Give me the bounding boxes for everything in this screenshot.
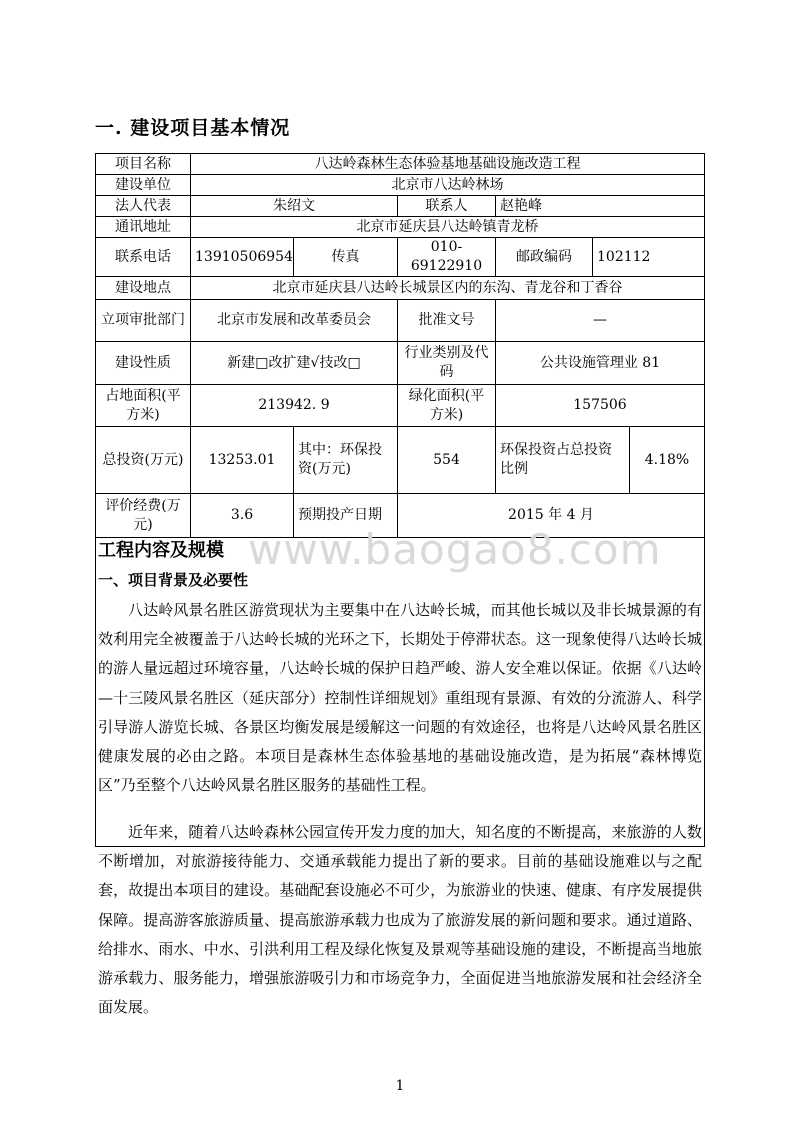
table-row xyxy=(96,154,705,175)
paragraph-background: 八达岭风景名胜区游赏现状为主要集中在八达岭长城，而其他长城以及非长城景源的有效利用完全被覆盖于八达岭长城的光环之下，长期处于停滞状态。这一现象使得八达岭长城的游人量远超过环境容量，八达岭长城的保护日趋严峻、游人安全难以保证。依据《八达岭—十三陵风景名胜区（延庆部分）控制性详细规划》重组现有景源、有效的分流游人、科学引导游人游览长城、各景区均衡发展是缓解这一问题的有效途径，也将是八达岭风景名胜区健康发展的必由之路。本项目是森林生态体验基地的基础设施改造，是为拓展“森林博览区”乃至整个八达岭风景名胜区服务的基础性工程。 xyxy=(98,601,702,795)
value-env-investment: 554 xyxy=(398,427,496,494)
value-production-date: 2015 年 4 月 xyxy=(398,494,705,538)
value-zip: 102112 xyxy=(593,238,705,277)
label-zip: 邮政编码 xyxy=(496,238,593,277)
label-industry: 行业类别及代码 xyxy=(398,342,496,385)
value-total-investment: 13253.01 xyxy=(191,427,294,494)
table-row xyxy=(96,217,705,238)
value-address: 北京市延庆县八达岭镇青龙桥 xyxy=(191,217,705,238)
label-project-name: 项目名称 xyxy=(96,154,191,175)
table-row xyxy=(96,385,705,427)
value-env-ratio: 4.18% xyxy=(630,427,705,494)
value-eval-fee: 3.6 xyxy=(191,494,294,538)
value-industry: 公共设施管理业 81 xyxy=(496,342,705,385)
label-land-area: 占地面积(平方米) xyxy=(96,385,191,427)
label-env-investment: 其中：环保投资(万元) xyxy=(294,427,398,494)
label-address: 通讯地址 xyxy=(96,217,191,238)
label-phone: 联系电话 xyxy=(96,238,191,277)
project-info-table xyxy=(95,153,705,538)
value-project-name: 八达岭森林生态体验基地基础设施改造工程 xyxy=(191,154,705,175)
table-row xyxy=(96,196,705,217)
page-number: 1 xyxy=(395,1078,405,1094)
table-row xyxy=(96,427,705,494)
value-phone: 13910506954 xyxy=(191,238,294,277)
value-approval-no: — xyxy=(496,300,705,342)
label-builder: 建设单位 xyxy=(96,175,191,196)
table-row xyxy=(96,342,705,385)
label-eval-fee: 评价经费(万元) xyxy=(96,494,191,538)
label-total-investment: 总投资(万元) xyxy=(96,427,191,494)
value-builder: 北京市八达岭林场 xyxy=(191,175,705,196)
table-row xyxy=(96,238,705,277)
value-green-area: 157506 xyxy=(496,385,705,427)
value-land-area: 213942. 9 xyxy=(191,385,398,427)
page-title: 一. 建设项目基本情况 xyxy=(95,117,291,139)
value-contact: 赵艳峰 xyxy=(496,196,705,217)
table-row xyxy=(96,175,705,196)
label-fax: 传真 xyxy=(294,238,398,277)
label-contact: 联系人 xyxy=(398,196,496,217)
label-build-type: 建设性质 xyxy=(96,342,191,385)
value-location: 北京市延庆县八达岭长城景区内的东沟、青龙谷和丁香谷 xyxy=(191,277,705,300)
label-env-ratio: 环保投资占总投资比例 xyxy=(496,427,630,494)
table-row xyxy=(96,277,705,300)
value-legal-rep: 朱绍文 xyxy=(191,196,398,217)
paragraph-necessity: 近年来，随着八达岭森林公园宣传开发力度的加大，知名度的不断提高，来旅游的人数不断增加，对旅游接待能力、交通承载能力提出了新的要求。目前的基础设施难以与之配套，故提出本项目的建设。基础配套设施必不可少，为旅游业的快速、健康、有序发展提供保障。提高游客旅游质量、提高旅游承载力也成为了旅游发展的新问题和要求。通过道路、给排水、雨水、中水、引洪利用工程及绿化恢复及景观等基础设施的建设，不断提高当地旅游承载力、服务能力，增强旅游吸引力和市场竞争力，全面促进当地旅游发展和社会经济全面发展。 xyxy=(98,823,702,1017)
section-title: 工程内容及规模 xyxy=(98,540,224,561)
value-fax: 010-69122910 xyxy=(398,238,496,277)
watermark: www.baogao8.com xyxy=(248,525,662,574)
label-approval-dept: 立项审批部门 xyxy=(96,300,191,342)
label-legal-rep: 法人代表 xyxy=(96,196,191,217)
table-row xyxy=(96,300,705,342)
label-green-area: 绿化面积(平方米) xyxy=(398,385,496,427)
label-approval-no: 批准文号 xyxy=(398,300,496,342)
label-production-date: 预期投产日期 xyxy=(294,494,398,538)
value-approval-dept: 北京市发展和改革委员会 xyxy=(191,300,398,342)
value-build-type: 新建□改扩建√技改□ xyxy=(191,342,398,385)
label-location: 建设地点 xyxy=(96,277,191,300)
section-subtitle: 一、项目背景及必要性 xyxy=(98,571,249,589)
